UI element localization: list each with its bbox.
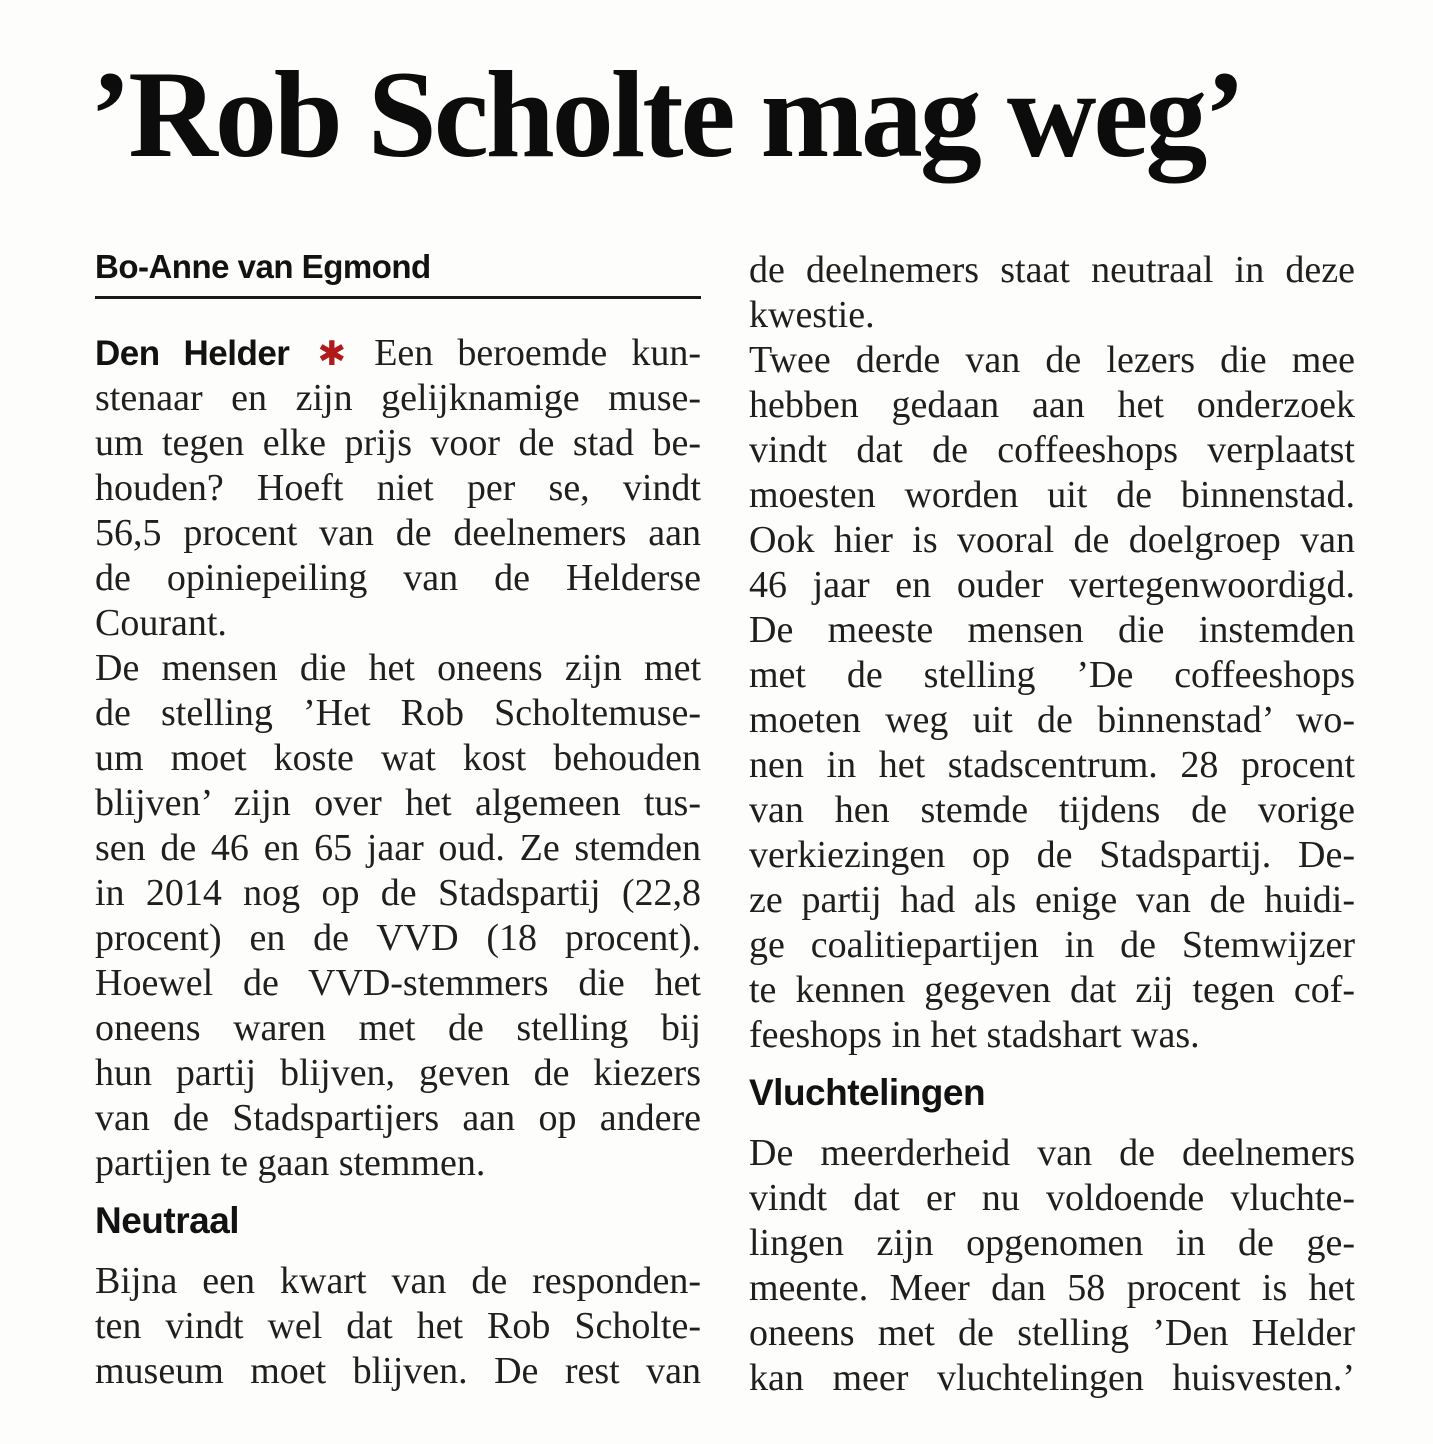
column-left (95, 248, 701, 1401)
body-line: sen de 46 en 65 jaar oud. Ze stemden (95, 827, 701, 869)
paragraph (749, 248, 1355, 338)
body-line: Den Helder ✱ Een beroemde kun- (95, 332, 702, 374)
body-line: met de stelling ’De coffeeshops (749, 654, 1355, 696)
paragraph (749, 338, 1355, 1058)
body-line: meente. Meer dan 58 procent is het (749, 1267, 1355, 1309)
body-line: de opiniepeiling van de Helderse (95, 557, 701, 599)
body-line: de stelling ’Het Rob Scholtemuse- (95, 692, 701, 734)
body-line: hun partij blijven, geven de kiezers (95, 1052, 701, 1094)
paragraph (95, 646, 701, 1186)
body-line: verkiezingen op de Stadspartij. De- (749, 834, 1355, 876)
body-line: in 2014 nog op de Stadspartij (22,8 (95, 872, 701, 914)
dateline: Den Helder (95, 334, 290, 373)
body-line: Ook hier is vooral de doelgroep van (749, 519, 1355, 561)
body-line: stenaar en zijn gelijknamige muse- (95, 377, 701, 419)
body-line: De mensen die het oneens zijn met (95, 647, 701, 689)
body-line: houden? Hoeft niet per se, vindt (95, 467, 701, 509)
paragraph (95, 1259, 701, 1394)
headline: ’Rob Scholte mag weg’ (90, 46, 1243, 183)
body-line: moesten worden uit de binnenstad. (749, 474, 1355, 516)
body-line: procent) en de VVD (18 procent). (95, 917, 701, 959)
article-columns (95, 248, 1355, 1401)
body-line: lingen zijn opgenomen in de ge- (749, 1222, 1355, 1264)
section-subhead: Neutraal (95, 1200, 240, 1241)
body-line: Courant. (95, 602, 227, 644)
body-line: vindt dat er nu voldoende vluchte- (749, 1177, 1355, 1219)
body-line: museum moet blijven. De rest van (95, 1350, 701, 1392)
column-left-body (95, 331, 701, 1394)
paragraph (95, 331, 701, 646)
body-line: 46 jaar en ouder vertegenwoordigd. (749, 564, 1355, 606)
body-line: kan meer vluchtelingen huisvesten.’ (749, 1357, 1355, 1399)
body-line: um tegen elke prijs voor de stad be- (95, 422, 701, 464)
body-line: hebben gedaan aan het onderzoek (749, 384, 1355, 426)
body-line: ge coalitiepartijen in de Stemwijzer (749, 924, 1355, 966)
paragraph (749, 1131, 1355, 1401)
body-line: oneens met de stelling ’Den Helder (749, 1312, 1355, 1354)
body-line: Bijna een kwart van de responden- (95, 1260, 701, 1302)
body-line: te kennen gegeven dat zij tegen cof- (749, 969, 1355, 1011)
column-right-body (749, 248, 1355, 1401)
body-line: De meeste mensen die instemden (749, 609, 1355, 651)
column-right (749, 248, 1355, 1401)
section-subhead: Vluchtelingen (749, 1072, 986, 1113)
body-line: Hoewel de VVD-stemmers die het (95, 962, 701, 1004)
body-line: kwestie. (749, 294, 875, 336)
body-line: blijven’ zijn over het algemeen tus- (95, 782, 701, 824)
dateline-asterisk-icon: ✱ (317, 334, 347, 374)
body-line: partijen te gaan stemmen. (95, 1142, 486, 1184)
body-line: van hen stemde tijdens de vorige (749, 789, 1355, 831)
body-line: ze partij had als enige van de huidi- (749, 879, 1355, 921)
body-line: feeshops in het stadshart was. (749, 1014, 1200, 1056)
byline: Bo-Anne van Egmond (95, 248, 701, 299)
body-line: nen in het stadscentrum. 28 procent (749, 744, 1355, 786)
body-line: um moet koste wat kost behouden (95, 737, 701, 779)
body-line: Twee derde van de lezers die mee (749, 339, 1355, 381)
body-line: van de Stadspartijers aan op andere (95, 1097, 701, 1139)
body-line: 56,5 procent van de deelnemers aan (95, 512, 701, 554)
body-line: vindt dat de coffeeshops verplaatst (749, 429, 1355, 471)
body-line: De meerderheid van de deelnemers (749, 1132, 1355, 1174)
body-line: ten vindt wel dat het Rob Scholte- (95, 1305, 701, 1347)
body-line: oneens waren met de stelling bij (95, 1007, 701, 1049)
body-line: moeten weg uit de binnenstad’ wo- (749, 699, 1355, 741)
body-line: de deelnemers staat neutraal in deze (749, 249, 1355, 291)
